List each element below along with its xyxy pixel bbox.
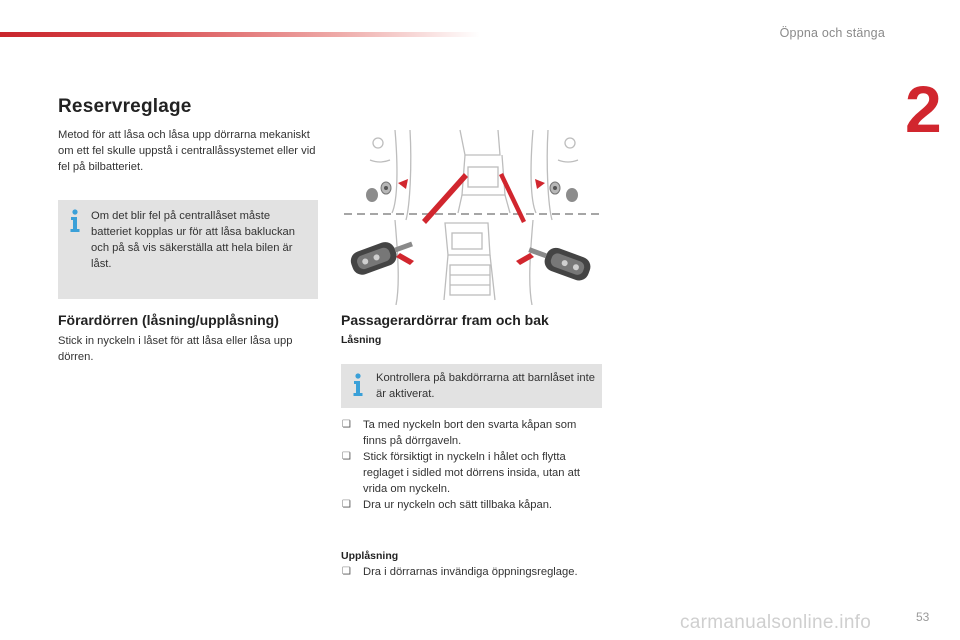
list-item: ❏ Dra ur nyckeln och sätt tillbaka kåpan. <box>342 499 553 511</box>
list-item: ❏ Stick försiktigt in nyckeln i hålet och flytta reglaget i sidled mot dörrens insida, utan att vrida om nyckeln. <box>342 451 581 495</box>
list-item: ❏ Dra i dörrarnas invändiga öppningsreglage. <box>342 566 578 578</box>
checkbox-bullet-icon: ❏ <box>342 419 351 430</box>
lock-cylinder-left <box>366 182 391 202</box>
unlocking-steps <box>341 564 611 580</box>
section-title: Reservreglage <box>58 96 192 117</box>
passenger-doors-title: Passagerardörrar fram och bak <box>341 312 549 328</box>
info-icon <box>69 209 81 233</box>
lock-cylinder-right <box>550 182 578 202</box>
checkbox-bullet-icon: ❏ <box>342 566 351 577</box>
key-left <box>348 233 416 277</box>
chapter-title: Öppna och stänga <box>779 26 885 40</box>
driver-door-title: Förardörren (låsning/upplåsning) <box>58 312 279 328</box>
list-item: ❏ Ta med nyckeln bort den svarta kåpan som finns på dörrgaveln. <box>342 419 577 447</box>
section-intro: Metod för att låsa och låsa upp dörrarna mekaniskt om ett fel skulle uppstå i centrallåssystemet eller vid fel på bilbatteriet. <box>58 129 316 173</box>
locking-steps <box>341 417 603 513</box>
info-text: Om det blir fel på centrallåset måste batteriet kopplas ur för att låsa bakluckan och på så vis säkerställa att hela bilen är låst. <box>91 210 295 270</box>
info-icon <box>352 373 364 397</box>
info-text: Kontrollera på bakdörrarna att barnlåset inte är aktiverat. <box>376 372 595 400</box>
info-box-child-lock <box>341 364 602 408</box>
locking-heading: Låsning <box>341 334 382 346</box>
checkbox-bullet-icon: ❏ <box>342 499 351 510</box>
header-accent-bar <box>0 32 480 37</box>
info-box-battery <box>58 200 318 299</box>
chapter-number: 2 <box>905 72 942 146</box>
driver-door-text: Stick in nyckeln i låset för att låsa eller låsa upp dörren. <box>58 335 293 363</box>
door-lock-illustration <box>340 125 602 305</box>
unlocking-heading: Upplåsning <box>341 550 399 562</box>
key-right <box>525 239 593 283</box>
page-number: 53 <box>916 610 930 624</box>
watermark: carmanualsonline.info <box>680 612 872 633</box>
checkbox-bullet-icon: ❏ <box>342 451 351 462</box>
